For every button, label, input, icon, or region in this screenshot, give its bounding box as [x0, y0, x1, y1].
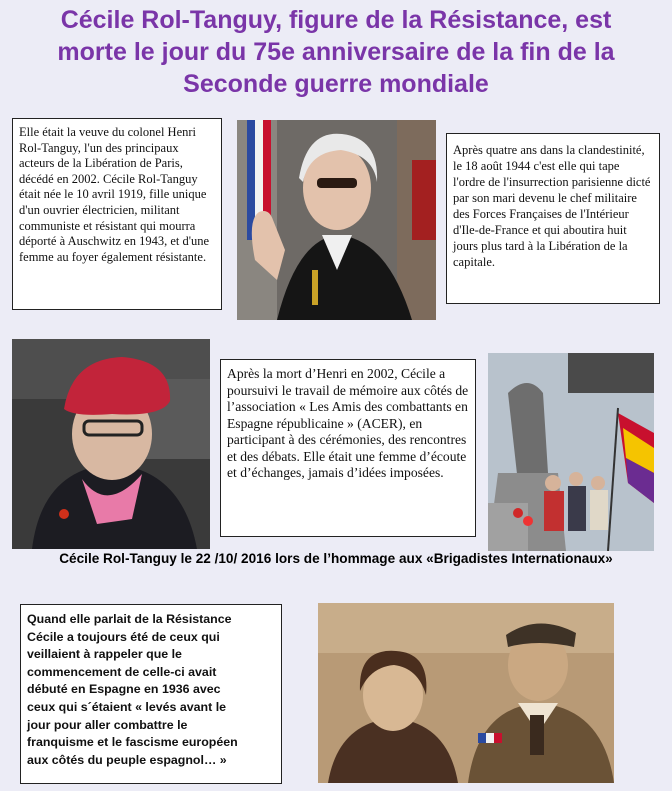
photo-cecile-red-beret: [12, 339, 210, 549]
photo-brigadistes-monument: [488, 353, 654, 551]
quote-line: aux côtés du peuple espagnol… »: [27, 752, 227, 767]
quote-line: franquisme et le fascisme européen: [27, 735, 238, 750]
text-box-spain-quote: [20, 604, 282, 784]
quote-line: débuté en Espagne en 1936 avec: [27, 682, 221, 697]
title-line-2: morte le jour du 75e anniversaire de la fin de la: [57, 38, 615, 66]
page-title: [0, 4, 672, 100]
text-box-memory-work: Après la mort d’Henri en 2002, Cécile a poursuivi le travail de mémoire aux côtés de l’association « Les Amis des combattants en Espagne républicaine » (ACER), en participant à des cérémonies, des rencontres et des débats. Elle était une femme d’écoute et d’échanges, jamais d’idées imposées.: [220, 359, 476, 537]
quote-line: Quand elle parlait de la Résistance: [27, 612, 232, 626]
quote-line: ceux qui s´étaient « levés avant le: [27, 699, 227, 714]
text-box-biography: Elle était la veuve du colonel Henri Rol-Tanguy, l'un des principaux acteurs de la Libération de Paris, décédé en 2002. Cécile Rol-Tanguy était née le 10 avril 1919, fille unique d'un ouvrier électricien, militant communiste et résistant qui mourra déporté à Auschwitz en 1943, et d'une femme au foyer également résistante.: [12, 118, 222, 310]
quote-line: commencement de celle-ci avait: [27, 664, 217, 679]
quote-line: veillaient à rappeler que le: [27, 647, 182, 662]
text-box-insurrection: Après quatre ans dans la clandestinité, le 18 août 1944 c'est elle qui tape l'ordre de l'insurrection parisienne dicté par son mari devenu le chef militaire des Forces Françaises de l'Intérieur d'Ile-de-France et qui aboutira huit jours plus tard à la Libération de la capitale.: [446, 133, 660, 304]
photo-cecile-and-henri: [318, 603, 614, 783]
title-line-1: Cécile Rol-Tanguy, figure de la Résistance, est: [60, 6, 612, 34]
title-line-3: Seconde guerre mondiale: [183, 70, 489, 98]
photo-caption: Cécile Rol-Tanguy le 22 /10/ 2016 lors de l’hommage aux «Brigadistes Internationaux»: [59, 551, 613, 566]
photo-cecile-waving: [237, 120, 436, 320]
quote-line: jour pour aller combattre le: [27, 717, 188, 732]
quote-line: Cécile a toujours été de ceux qui: [27, 629, 220, 644]
